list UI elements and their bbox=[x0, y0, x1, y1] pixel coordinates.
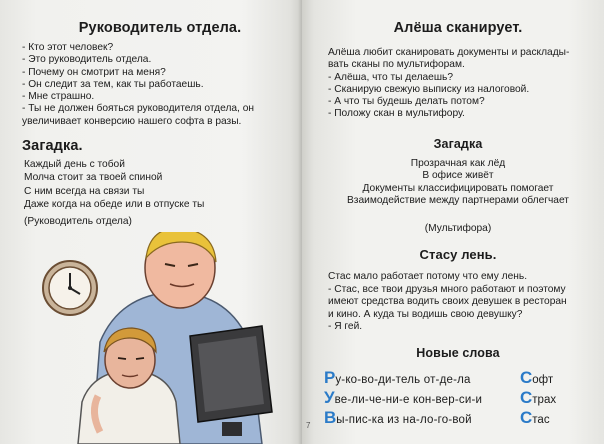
lazy-section-title: Стасу лень. bbox=[419, 247, 497, 262]
dialog-line: и кино. А куда ты водишь свою девушку? bbox=[328, 308, 523, 320]
boss-and-worker-illustration bbox=[0, 232, 302, 444]
riddle-line: Даже когда на обеде или в отпуске ты bbox=[24, 199, 205, 211]
right-dialog bbox=[328, 47, 600, 121]
right-page bbox=[302, 0, 604, 444]
word-row bbox=[324, 388, 596, 408]
word-row bbox=[324, 368, 596, 388]
left-dialog bbox=[22, 42, 292, 128]
right-riddle bbox=[322, 158, 594, 208]
lazy-dialog bbox=[328, 271, 600, 334]
dialog-line: - Ты не должен бояться руководителя отдела, он bbox=[22, 103, 255, 115]
riddle-line: Прозрачная как лёд bbox=[410, 158, 506, 169]
dialog-line: - Стас, все твои друзья много работают и поэтому bbox=[328, 283, 566, 295]
acronym-initial: С bbox=[520, 368, 533, 387]
dialog-line: увеличивает конверсию нашего софта в разы. bbox=[22, 115, 242, 127]
dialog-line: - Мне страшно. bbox=[22, 91, 95, 103]
right-page-title: Алёша сканирует. bbox=[393, 20, 523, 36]
dialog-line: - Сканирую свежую выписку из налоговой. bbox=[328, 83, 530, 95]
right-riddle-title: Загадка bbox=[433, 137, 483, 151]
acronym-initial: С bbox=[520, 388, 533, 407]
riddle-line: В офисе живёт bbox=[422, 170, 494, 182]
word-syllables: у-ко-во-ди-тель от-де-ла bbox=[335, 374, 471, 386]
wall-clock-icon bbox=[43, 261, 97, 315]
dialog-line: вать сканы по мультифорам. bbox=[328, 59, 465, 71]
left-page-title: Руководитель отдела. bbox=[78, 20, 242, 36]
page-number: 7 bbox=[306, 421, 311, 430]
riddle-line: Молча стоит за твоей спиной bbox=[24, 172, 163, 184]
acronym-initial: С bbox=[520, 408, 533, 427]
acronym-rest: трах bbox=[532, 394, 557, 406]
riddle-line: Каждый день с тобой bbox=[24, 159, 125, 170]
dialog-line: Стас мало работает потому что ему лень. bbox=[328, 271, 528, 282]
acronym-word bbox=[520, 388, 556, 410]
dialog-line: - Положу скан в мультифору. bbox=[328, 108, 465, 120]
acronym-word bbox=[520, 408, 550, 430]
dialog-line: - Почему он смотрит на меня? bbox=[22, 66, 166, 78]
left-riddle-title: Загадка. bbox=[22, 138, 83, 154]
dialog-line: - Я гей. bbox=[328, 321, 363, 332]
left-riddle-answer: (Руководитель отдела) bbox=[24, 216, 132, 227]
dialog-line: - Алёша, что ты делаешь? bbox=[328, 71, 453, 83]
word-initial: Р bbox=[324, 368, 336, 387]
word-row bbox=[324, 408, 596, 428]
word-syllables: ы-пис-ка из на-ло-го-вой bbox=[336, 414, 472, 426]
right-riddle-answer: (Мультифора) bbox=[424, 223, 492, 234]
dialog-line: Алёша любит сканировать документы и расклады- bbox=[328, 47, 570, 58]
new-words-title: Новые слова bbox=[416, 346, 500, 360]
word-initial: В bbox=[324, 408, 337, 427]
word-syllables: ве-ли-че-ни-е кон-вер-си-и bbox=[334, 394, 483, 406]
dialog-line: - Он следит за тем, как ты работаешь. bbox=[22, 78, 204, 90]
acronym-rest: офт bbox=[532, 374, 554, 386]
left-riddle bbox=[24, 158, 284, 212]
dialog-line: - А что ты будешь делать потом? bbox=[328, 96, 485, 108]
riddle-line: С ним всегда на связи ты bbox=[24, 185, 145, 197]
dialog-line: имеют средства водить своих девушек в ресторан bbox=[328, 296, 567, 307]
dialog-line: - Это руководитель отдела. bbox=[22, 54, 152, 66]
acronym-rest: тас bbox=[532, 414, 550, 426]
dialog-line: - Кто этот человек? bbox=[22, 42, 114, 53]
word-initial: У bbox=[324, 388, 335, 407]
riddle-line: Документы классифицировать помогает bbox=[362, 182, 554, 194]
acronym-word bbox=[520, 368, 553, 390]
riddle-line: Взаимодействие между партнерами облегчает bbox=[347, 195, 569, 207]
new-words-list bbox=[324, 368, 596, 428]
